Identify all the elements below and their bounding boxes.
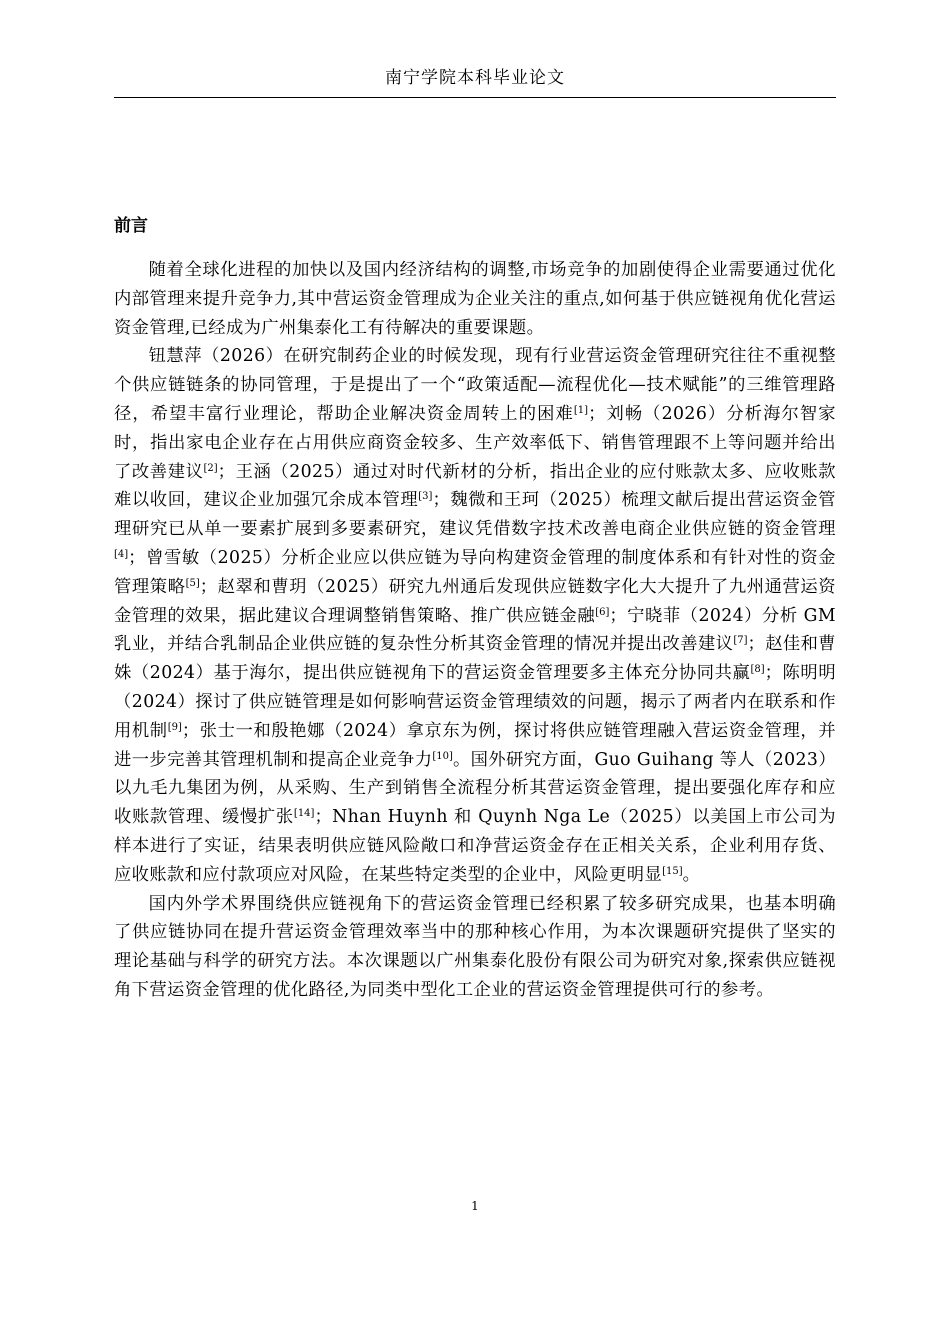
citation-marker: [6] bbox=[595, 606, 610, 618]
body-text bbox=[114, 256, 836, 1005]
citation-marker: [9] bbox=[167, 721, 182, 733]
citation-marker: [4] bbox=[114, 548, 129, 560]
text-run: 国内外学术界围绕供应链视角下的营运资金管理已经积累了较多研究成果，也基本明确了供应链协同在提升营运资金管理效率当中的那种核心作用，为本次课题研究提供了坚实的理论基础与科学的研究方法。本次课题以广州集泰化股份有限公司为研究对象,探索供应链视角下营运资金管理的优化路径,为同类中型化工企业的营运资金管理提供可行的参考。 bbox=[114, 893, 836, 1000]
citation-marker: [15] bbox=[662, 865, 683, 877]
page-number: 1 bbox=[471, 1199, 479, 1213]
text-run: ；刘畅（2026）分析海尔智家时，指出家电企业存在占用供应商资金较多、生产效率低下、销售管理跟不上等问题并给出了改善建议 bbox=[114, 403, 836, 482]
text-run: ；曾雪敏（2025）分析企业应以供应链为导向构建资金管理的制度体系和有针对性的资金管理策略 bbox=[114, 547, 836, 597]
citation-marker: [7] bbox=[733, 635, 748, 647]
paragraph-3 bbox=[114, 890, 836, 1005]
text-run: ；陈明明（2024）探讨了供应链管理是如何影响营运资金管理绩效的问题，揭示了两者内在联系和作用机制 bbox=[114, 663, 837, 741]
text-run: 随着全球化进程的加快以及国内经济结构的调整,市场竞争的加剧使得企业需要通过优化内部管理来提升竞争力,其中营运资金管理成为企业关注的重点,如何基于供应链视角优化营运资金管理,已经成为广州集泰化工有待解决的重要课题。 bbox=[114, 260, 836, 338]
text-run: ；张士一和殷艳娜（2024）拿京东为例，探讨将供应链管理融入营运资金管理，并进一步完善其管理机制和提高企业竞争力 bbox=[114, 720, 836, 770]
text-run: ；Nhan Huynh 和 Quynh Nga Le（2025）以美国上市公司为样本进行了实证，结果表明供应链风险敞口和净营运资金存在正相关关系，企业利用存货、应收账款和应付款项应对风险，在某些特定类型的企业中，风险更明显 bbox=[114, 807, 836, 885]
text-run: 。国外研究方面，Guo Guihang 等人（2023）以九毛九集团为例，从采购、生产到销售全流程分析其营运资金管理，提出要强化库存和应收账款管理、缓慢扩张 bbox=[114, 749, 837, 828]
text-run: 。 bbox=[682, 864, 701, 885]
header-divider bbox=[114, 97, 836, 98]
text-run: ；魏微和王珂（2025）梳理文献后提出营运资金管理研究已从单一要素扩展到多要素研究，建议凭借数字技术改善电商企业供应链的资金管理 bbox=[114, 490, 836, 540]
citation-marker: [3] bbox=[418, 491, 433, 503]
text-run: 钮慧萍（2026）在研究制药企业的时候发现，现有行业营运资金管理研究往往不重视整个供应链链条的协同管理，于是提出了一个“政策适配—流程优化—技术赋能”的三维管理路径，希望丰富行业理论，帮助企业解决资金周转上的困难 bbox=[114, 346, 836, 424]
text-run: ；王涵（2025）通过对时代新材的分析，指出企业的应付账款太多、应收账款难以收回，建议企业加强冗余成本管理 bbox=[114, 461, 836, 511]
paragraph-2 bbox=[114, 342, 836, 889]
text-run: ；赵翠和曹玥（2025）研究九州通后发现供应链数字化大大提升了九州通营运资金管理的效果，据此建议合理调整销售策略、推广供应链金融 bbox=[114, 576, 836, 626]
text-run: ；赵佳和曹姝（2024）基于海尔，提出供应链视角下的营运资金管理要多主体充分协同共赢 bbox=[114, 634, 836, 684]
text-run: ；宁晓菲（2024）分析 GM 乳业，并结合乳制品企业供应链的复杂性分析其资金管理的情况并提出改善建议 bbox=[114, 605, 836, 655]
section-heading: 前言 bbox=[114, 216, 148, 236]
citation-marker: [8] bbox=[750, 664, 765, 676]
citation-marker: [14] bbox=[293, 808, 315, 820]
paragraph-1 bbox=[114, 256, 836, 342]
citation-marker: [10] bbox=[432, 750, 453, 762]
citation-marker: [1] bbox=[573, 404, 589, 416]
running-header-title: 南宁学院本科毕业论文 bbox=[385, 68, 565, 88]
citation-marker: [2] bbox=[203, 462, 218, 474]
citation-marker: [5] bbox=[185, 577, 200, 589]
